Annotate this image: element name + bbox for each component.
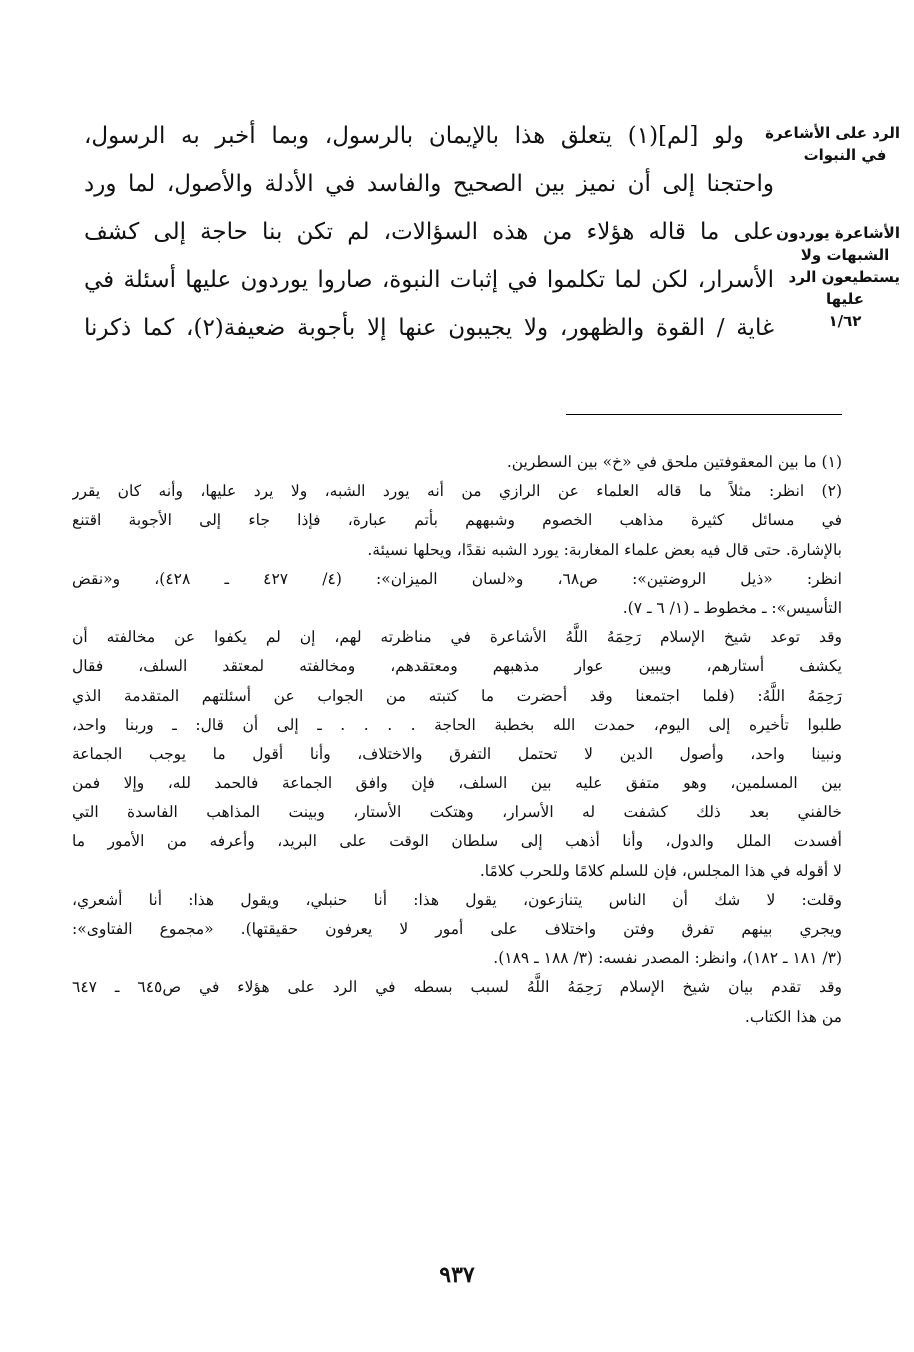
- body-line: على ما قاله هؤلاء من هذه السؤالات، لم تكن بنا حاجة إلى كشف: [84, 219, 774, 245]
- footnote-line: طلبوا تأخيره إلى اليوم، حمدت الله بخطبة الحاجة . . . . ـ إلى أن قال: ـ وربنا واحد،: [72, 715, 842, 734]
- margin-note-page-ref: ١/٦٢: [828, 312, 862, 330]
- footnote-line: (١) ما بين المعقوفتين ملحق في «خ» بين السطرين.: [506, 453, 842, 471]
- footnote-line: وقلت: لا شك أن الناس يتنازعون، يقول هذا: أنا حنبلي، ويقول هذا: أنا أشعري،: [72, 890, 842, 909]
- footnote-line: (٣/ ١٨١ ـ ١٨٢)، وانظر: المصدر نفسه: (٣/ ١٨٨ ـ ١٨٩).: [493, 949, 842, 968]
- footnote-line: وقد تقدم بيان شيخ الإسلام رَحِمَهُ اللَّهُ لسبب بسطه في الرد على هؤلاء في ص٦٤٥ ـ ٦٤٧: [72, 978, 842, 997]
- margin-note-line: عليها: [825, 290, 865, 308]
- margin-note-line: الرد على الأشاعرة: [765, 124, 900, 142]
- footnote-line: رَحِمَهُ اللَّهُ: (فلما اجتمعنا وقد أحضرت ما كتبته من الجواب عن أسئلتهم المتقدمة الذي: [72, 686, 842, 705]
- margin-note-line: الشبهات ولا: [800, 246, 890, 264]
- margin-note-line: الأشاعرة يوردون: [776, 224, 900, 242]
- footnote-line: بين المسلمين، وهو متفق عليه بين السلف، فإن وافق الجماعة فالحمد لله، وإلا فمن: [72, 774, 842, 793]
- footnote-line: خالفني بعد ذلك كشفت له الأسرار، وهتكت الأستار، وبينت المذاهب الفاسدة التي: [72, 803, 842, 822]
- footnote-line: انظر: «ذيل الروضتين»: ص٦٨، و«لسان الميزان»: (٤/ ٤٢٧ ـ ٤٢٨)، و«نقض: [72, 569, 842, 588]
- body-line: واحتجنا إلى أن نميز بين الصحيح والفاسد في الأدلة والأصول، لما ورد: [84, 171, 774, 197]
- margin-note-line: في النبوات: [803, 146, 887, 164]
- margin-note-line: يستطيعون الرد: [788, 268, 900, 286]
- footnote-line: وقد توعد شيخ الإسلام رَحِمَهُ اللَّهُ الأشاعرة في مناظرته لهم، إن لم يكفوا عن مخالفته أن: [72, 628, 842, 647]
- margin-note-ashaira: [776, 222, 900, 332]
- footnote-line: بالإشارة. حتى قال فيه بعض علماء المغاربة: يورد الشبه نقدًا، ويحلها نسيئة.: [367, 540, 842, 559]
- footnote-line: التأسيس»: ـ مخطوط ـ (١/ ٦ ـ ٧).: [622, 598, 842, 617]
- body-line: الأسرار، لكن لما تكلموا في إثبات النبوة، صاروا يوردون عليها أسئلة في: [84, 267, 774, 293]
- footnote-line: في مسائل كثيرة مذاهب الخصوم وشبههم بأتم عبارة، فإذا جاء إلى الأجوبة اقتنع: [72, 511, 842, 530]
- body-line: ولو [لم](١) يتعلق هذا بالإيمان بالرسول، وبما أخبر به الرسول،: [84, 123, 744, 149]
- footnote-line: ويجري بينهم تفرق وفتن واختلاف على أمور لا يعرفون حقيقتها). «مجموع الفتاوى»:: [72, 920, 842, 938]
- margin-note-refutation: [765, 122, 900, 166]
- footnote-line: يكشف أستارهم، ويبين عوار مذهبهم ومعتقدهم، ومخالفته لمعتقد السلف، فقال: [72, 657, 842, 676]
- footnote-line: (٢) انظر: مثلاً ما قاله العلماء عن الرازي من أنه يورد الشبه، ولا يرد عليها، وأنه كان يقرر: [72, 482, 842, 501]
- footnote-line: أفسدت الملل والدول، وأنا أذهب إلى سلطان الوقت على البريد، وأعرفه من الأمور ما: [72, 832, 842, 851]
- footnote-line: ونبينا واحد، وأصول الدين لا تحتمل التفرق والاختلاف، وأنا أقول ما يوجب الجماعة: [72, 744, 842, 763]
- footnote-line: لا أقوله في هذا المجلس، فإن للسلم كلامًا وللحرب كلامًا.: [479, 861, 842, 880]
- footnotes-section: [72, 448, 842, 1032]
- page-number: ٩٣٧: [439, 1262, 475, 1288]
- main-body-text: [84, 112, 774, 352]
- body-line: غاية / القوة والظهور، ولا يجيبون عنها إلا بأجوبة ضعيفة(٢)، كما ذكرنا: [84, 315, 774, 341]
- footnote-line: من هذا الكتاب.: [744, 1007, 842, 1026]
- footnote-divider: [566, 414, 842, 415]
